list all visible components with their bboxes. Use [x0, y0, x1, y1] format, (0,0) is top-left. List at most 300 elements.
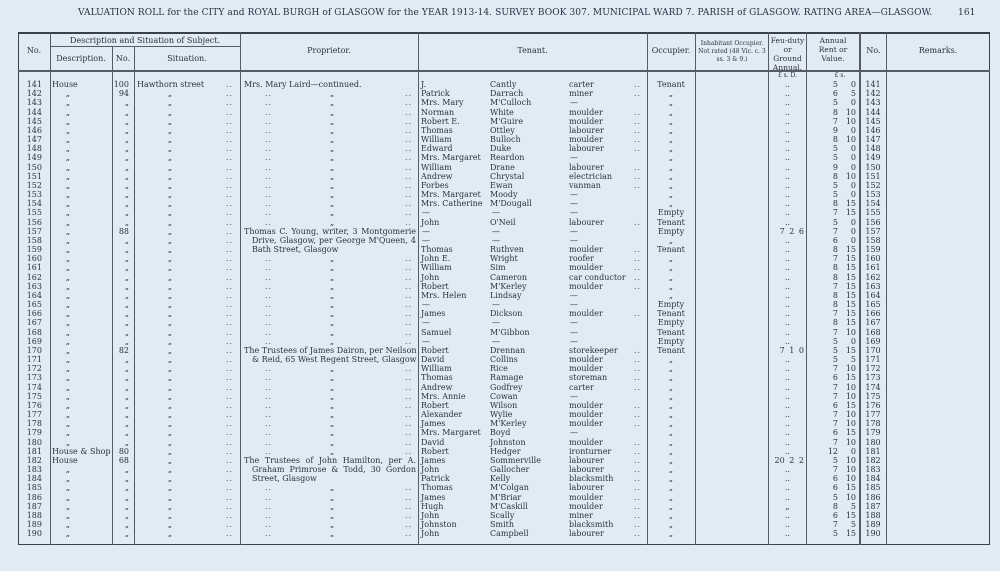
feu-duty: .. [784, 410, 791, 420]
situation: „ [167, 107, 173, 117]
tenant-occupation: labourer [569, 465, 604, 475]
tenant-occupation: — [570, 327, 578, 337]
situation: „ [167, 391, 173, 401]
tenant-occupation: storekeeper [569, 345, 618, 355]
description: „ [65, 217, 71, 227]
proprietor-ditto: „ [330, 510, 335, 520]
house-number: „ [124, 153, 129, 163]
row-number: 184 [26, 474, 42, 484]
description: „ [65, 410, 71, 420]
tenant-occupation: — [570, 391, 578, 401]
house-number: „ [124, 162, 129, 172]
leader-dots: .. [226, 309, 234, 319]
proprietor-ditto: „ [330, 208, 335, 218]
situation: „ [167, 135, 173, 145]
house-number: „ [124, 245, 129, 255]
leader-dots: .. [226, 336, 234, 346]
row-number-right: 155 [865, 208, 881, 218]
tenant-occupation: moulder [569, 245, 603, 255]
proprietor-ditto: „ [330, 336, 335, 346]
situation: „ [167, 171, 173, 181]
row-number-right: 163 [865, 281, 881, 291]
tenant-occupation: blacksmith [569, 474, 614, 484]
leader-dots: .. [405, 171, 413, 181]
occupier: „ [668, 428, 674, 438]
situation: Hawthorn street [137, 80, 205, 89]
feu-duty: .. [784, 419, 791, 429]
tenant-surname: O'Neil [490, 217, 516, 227]
rent-shillings: 15 [845, 428, 856, 438]
header-number: No. [115, 54, 131, 63]
rent-shillings: 15 [845, 309, 856, 319]
occupier: „ [668, 272, 674, 282]
tenant-first-name: David [421, 437, 445, 447]
situation: „ [167, 345, 173, 355]
row-number: 185 [26, 483, 42, 493]
row-number-right: 151 [865, 171, 881, 181]
tenant-first-name: Edward [421, 144, 453, 154]
tenant-first-name: William [421, 162, 452, 172]
leader-dots: .. [265, 318, 273, 328]
tenant-surname: Chrystal [490, 171, 525, 181]
rent-pounds: 5 [832, 455, 838, 465]
leader-dots: .. [265, 190, 273, 200]
rent-shillings: 10 [845, 465, 856, 475]
tenant-occupation: labourer [569, 162, 604, 172]
occupier: Tenant [657, 345, 685, 355]
tenant-occupation: miner [569, 510, 593, 520]
proprietor-ditto: „ [330, 373, 335, 383]
leader-dots: .. [634, 465, 642, 475]
leader-dots: .. [405, 419, 413, 429]
house-number: „ [124, 400, 129, 410]
tenant-surname: Cowan [490, 391, 518, 401]
rent-pounds: 6 [832, 235, 838, 245]
proprietor-ditto: „ [330, 520, 335, 530]
feu-duty: .. [784, 135, 791, 145]
proprietor-ditto: „ [330, 290, 335, 300]
leader-dots: .. [405, 107, 413, 117]
tenant-occupation: vanman [569, 180, 601, 190]
description: „ [65, 272, 71, 282]
proprietor-ditto: „ [330, 254, 335, 264]
tenant-surname: — [492, 336, 500, 346]
header-situation: Situation. [167, 54, 207, 63]
proprietor-ditto: „ [330, 410, 335, 420]
leader-dots: .. [265, 529, 273, 539]
leader-dots: .. [634, 492, 642, 502]
tenant-first-name: Robert [421, 400, 449, 410]
tenant-surname: Godfrey [490, 382, 523, 392]
row-number: 171 [26, 355, 42, 365]
table-row [0, 419, 1000, 428]
leader-dots: .. [226, 483, 234, 493]
house-number: „ [124, 419, 129, 429]
description: „ [65, 89, 71, 99]
rent-pounds: 7 [832, 520, 838, 530]
table-row [0, 328, 1000, 337]
leader-dots: .. [405, 281, 413, 291]
tenant-occupation: — [570, 300, 578, 310]
house-number: „ [124, 281, 129, 291]
tenant-surname: Lindsay [490, 290, 522, 300]
rent-shillings: 0 [850, 217, 856, 227]
proprietor-ditto: „ [330, 98, 335, 108]
leader-dots: .. [405, 180, 413, 190]
feu-duty: .. [784, 483, 791, 493]
feu-duty: .. [784, 254, 791, 264]
house-number: 100 [113, 80, 129, 89]
rent-units: £ s. [834, 72, 846, 79]
table-row [0, 80, 1000, 89]
occupier: „ [668, 483, 674, 493]
tenant-surname: M'Culloch [490, 98, 532, 108]
leader-dots: .. [265, 162, 273, 172]
leader-dots: .. [265, 135, 273, 145]
table-row [0, 108, 1000, 117]
leader-dots: .. [265, 492, 273, 502]
proprietor-ditto: „ [330, 529, 335, 539]
house-number: „ [124, 364, 129, 374]
header-feu-duty: Feu-duty or Ground Annual. [770, 36, 805, 72]
occupier: „ [668, 263, 674, 273]
tenant-surname: Reardon [490, 153, 525, 163]
occupier: „ [668, 446, 674, 456]
proprietor: Graham Primrose & Todd, 30 Gordon [252, 465, 416, 475]
leader-dots: .. [405, 290, 413, 300]
tenant-first-name: — [422, 208, 430, 218]
description: House [52, 80, 78, 89]
leader-dots: .. [634, 135, 642, 145]
row-number: 167 [26, 318, 42, 328]
proprietor: Thomas C. Young, writer, 3 Montgomerie [244, 226, 416, 236]
rent-shillings: 5 [850, 520, 856, 530]
leader-dots: .. [405, 391, 413, 401]
proprietor-ditto: „ [330, 171, 335, 181]
tenant-first-name: William [421, 135, 452, 145]
rent-shillings: 10 [845, 391, 856, 401]
tenant-occupation: labourer [569, 125, 604, 135]
row-number-right: 179 [865, 428, 881, 438]
rent-pounds: 6 [832, 474, 838, 484]
situation: „ [167, 492, 173, 502]
table-row [0, 227, 1000, 236]
description: „ [65, 309, 71, 319]
rent-shillings: 10 [845, 116, 856, 126]
row-number: 181 [26, 446, 42, 456]
leader-dots: .. [265, 327, 273, 337]
rent-shillings: 10 [845, 437, 856, 447]
rent-pounds: 7 [832, 419, 838, 429]
row-number: 174 [26, 382, 42, 392]
tenant-first-name: Mrs. Mary [421, 98, 464, 108]
leader-dots: .. [226, 153, 234, 163]
house-number: „ [124, 336, 129, 346]
leader-dots: .. [405, 373, 413, 383]
table-row [0, 263, 1000, 272]
leader-dots: .. [265, 272, 273, 282]
tenant-occupation: moulder [569, 492, 603, 502]
row-number: 162 [26, 272, 42, 282]
description: „ [65, 437, 71, 447]
tenant-surname: Scally [490, 510, 515, 520]
situation: „ [167, 89, 173, 99]
feu-duty: .. [784, 281, 791, 291]
occupier: Tenant [657, 217, 685, 227]
situation: „ [167, 245, 173, 255]
house-number: „ [124, 465, 129, 475]
proprietor-ditto: „ [330, 199, 335, 209]
feu-duty: .. [784, 272, 791, 282]
house-number: „ [124, 373, 129, 383]
table-row [0, 135, 1000, 144]
tenant-surname: Sim [490, 263, 506, 273]
row-number-right: 180 [865, 437, 881, 447]
table-row [0, 529, 1000, 538]
house-number: „ [124, 190, 129, 200]
tenant-occupation: moulder [569, 107, 603, 117]
occupier: Empty [657, 336, 685, 346]
leader-dots: .. [634, 474, 642, 484]
situation: „ [167, 226, 173, 236]
rent-shillings: 15 [845, 290, 856, 300]
tenant-surname: — [492, 226, 500, 236]
leader-dots: .. [226, 300, 234, 310]
rent-pounds: 7 [832, 382, 838, 392]
situation: „ [167, 281, 173, 291]
rent-shillings: 0 [850, 235, 856, 245]
proprietor-ditto: „ [330, 107, 335, 117]
row-number-right: 160 [865, 254, 881, 264]
leader-dots: .. [634, 455, 642, 465]
leader-dots: .. [226, 116, 234, 126]
tenant-first-name: Patrick [421, 474, 450, 484]
table-row [0, 383, 1000, 392]
leader-dots: .. [265, 217, 273, 227]
rent-pounds: 5 [832, 492, 838, 502]
row-number: 150 [26, 162, 42, 172]
table-row [0, 245, 1000, 254]
page-number: 161 [958, 8, 976, 18]
leader-dots: .. [226, 373, 234, 383]
leader-dots: .. [405, 300, 413, 310]
proprietor: The Trustees of James Dairon, per Neilson [244, 345, 417, 355]
rent-shillings: 0 [850, 226, 856, 236]
row-number-right: 156 [865, 217, 881, 227]
rent-pounds: 8 [832, 501, 838, 511]
proprietor-ditto: „ [330, 400, 335, 410]
description: „ [65, 355, 71, 365]
feu-duty: .. [784, 98, 791, 108]
row-number-right: 181 [865, 446, 881, 456]
tenant-first-name: Robert [421, 345, 449, 355]
tenant-occupation: moulder [569, 437, 603, 447]
row-number: 158 [26, 235, 42, 245]
rent-shillings: 0 [850, 98, 856, 108]
rent-shillings: 0 [850, 153, 856, 163]
tenant-first-name: Robert [421, 281, 449, 291]
situation: „ [167, 355, 173, 365]
feu-duty: .. [784, 180, 791, 190]
table-row [0, 300, 1000, 309]
situation: „ [167, 437, 173, 447]
table-row [0, 392, 1000, 401]
leader-dots: .. [226, 135, 234, 145]
row-number-right: 190 [865, 529, 881, 539]
house-number: „ [124, 510, 129, 520]
row-number-right: 161 [865, 263, 881, 273]
header-annual-rent: Annual Rent or Value. [818, 36, 848, 63]
feu-duty: .. [784, 400, 791, 410]
description: House [52, 455, 78, 465]
table-row [0, 465, 1000, 474]
tenant-first-name: John [421, 529, 440, 539]
rent-pounds: 6 [832, 373, 838, 383]
row-number: 159 [26, 245, 42, 255]
situation: „ [167, 336, 173, 346]
rent-shillings: 0 [850, 80, 856, 89]
house-number: „ [124, 391, 129, 401]
feu-duty: .. [784, 144, 791, 154]
leader-dots: .. [405, 199, 413, 209]
feu-duty: .. [784, 208, 791, 218]
feu-duty: .. [784, 80, 791, 89]
leader-dots: .. [265, 520, 273, 530]
row-number-right: 166 [865, 309, 881, 319]
occupier: „ [668, 419, 674, 429]
leader-dots: .. [405, 483, 413, 493]
table-row [0, 364, 1000, 373]
house-number: „ [124, 309, 129, 319]
leader-dots: .. [226, 400, 234, 410]
occupier: „ [668, 116, 674, 126]
tenant-occupation: moulder [569, 501, 603, 511]
occupier: „ [668, 162, 674, 172]
situation: „ [167, 254, 173, 264]
leader-dots: .. [405, 446, 413, 456]
proprietor-ditto: „ [330, 135, 335, 145]
house-number: „ [124, 199, 129, 209]
feu-duty: .. [784, 300, 791, 310]
leader-dots: .. [265, 309, 273, 319]
tenant-first-name: John [421, 272, 440, 282]
row-number-right: 153 [865, 190, 881, 200]
description: „ [65, 364, 71, 374]
tenant-surname: Sommerville [490, 455, 541, 465]
tenant-first-name: — [422, 318, 430, 328]
leader-dots: .. [265, 419, 273, 429]
leader-dots: .. [405, 98, 413, 108]
situation: „ [167, 235, 173, 245]
leader-dots: .. [265, 254, 273, 264]
leader-dots: .. [405, 492, 413, 502]
header-remarks: Remarks. [918, 46, 958, 55]
description: „ [65, 373, 71, 383]
tenant-surname: Darrach [490, 89, 524, 99]
leader-dots: .. [634, 419, 642, 429]
tenant-first-name: John [421, 510, 440, 520]
description: „ [65, 235, 71, 245]
rent-pounds: 12 [827, 446, 838, 456]
table-row [0, 511, 1000, 520]
row-number: 152 [26, 180, 42, 190]
leader-dots: .. [405, 208, 413, 218]
feu-duty: 20 2 2 [774, 455, 804, 465]
occupier: Tenant [657, 327, 685, 337]
leader-dots: .. [226, 290, 234, 300]
tenant-surname: M'Gibbon [490, 327, 530, 337]
leader-dots: .. [634, 437, 642, 447]
rent-pounds: 8 [832, 245, 838, 255]
tenant-surname: Drane [490, 162, 515, 172]
leader-dots: .. [226, 272, 234, 282]
rent-shillings: 10 [845, 419, 856, 429]
house-number: „ [124, 501, 129, 511]
rent-pounds: 8 [832, 135, 838, 145]
rent-pounds: 8 [832, 318, 838, 328]
house-number: 82 [118, 345, 129, 355]
tenant-first-name: Mrs. Margaret [421, 190, 481, 200]
rent-shillings: 15 [845, 318, 856, 328]
description: „ [65, 290, 71, 300]
tenant-occupation: — [570, 226, 578, 236]
proprietor-ditto: „ [330, 309, 335, 319]
table-row [0, 346, 1000, 355]
situation: „ [167, 483, 173, 493]
leader-dots: .. [226, 125, 234, 135]
tenant-occupation: labourer [569, 217, 604, 227]
situation: „ [167, 263, 173, 273]
occupier: „ [668, 89, 674, 99]
rent-shillings: 15 [845, 199, 856, 209]
description: „ [65, 162, 71, 172]
leader-dots: .. [226, 510, 234, 520]
leader-dots: .. [226, 281, 234, 291]
situation: „ [167, 290, 173, 300]
tenant-occupation: — [570, 199, 578, 209]
rent-pounds: 7 [832, 465, 838, 475]
situation: „ [167, 199, 173, 209]
tenant-occupation: moulder [569, 410, 603, 420]
feu-duty: .. [784, 355, 791, 365]
leader-dots: .. [226, 80, 234, 89]
table-row [0, 318, 1000, 327]
rent-shillings: 10 [845, 492, 856, 502]
tenant-first-name: — [422, 235, 430, 245]
tenant-occupation: — [570, 235, 578, 245]
house-number: „ [124, 180, 129, 190]
feu-duty: .. [784, 107, 791, 117]
leader-dots: .. [226, 89, 234, 99]
leader-dots: .. [265, 437, 273, 447]
row-number: 157 [26, 226, 42, 236]
situation: „ [167, 446, 173, 456]
feu-duty: .. [784, 474, 791, 484]
proprietor-ditto: „ [330, 428, 335, 438]
row-number-right: 143 [865, 98, 881, 108]
tenant-occupation: miner [569, 89, 593, 99]
leader-dots: .. [265, 336, 273, 346]
house-number: „ [124, 410, 129, 420]
row-number-right: 142 [865, 89, 881, 99]
tenant-occupation: — [570, 318, 578, 328]
rent-pounds: 5 [832, 180, 838, 190]
tenant-first-name: — [422, 336, 430, 346]
tenant-first-name: Alexander [421, 410, 463, 420]
situation: „ [167, 410, 173, 420]
row-number-right: 159 [865, 245, 881, 255]
house-number: „ [124, 125, 129, 135]
